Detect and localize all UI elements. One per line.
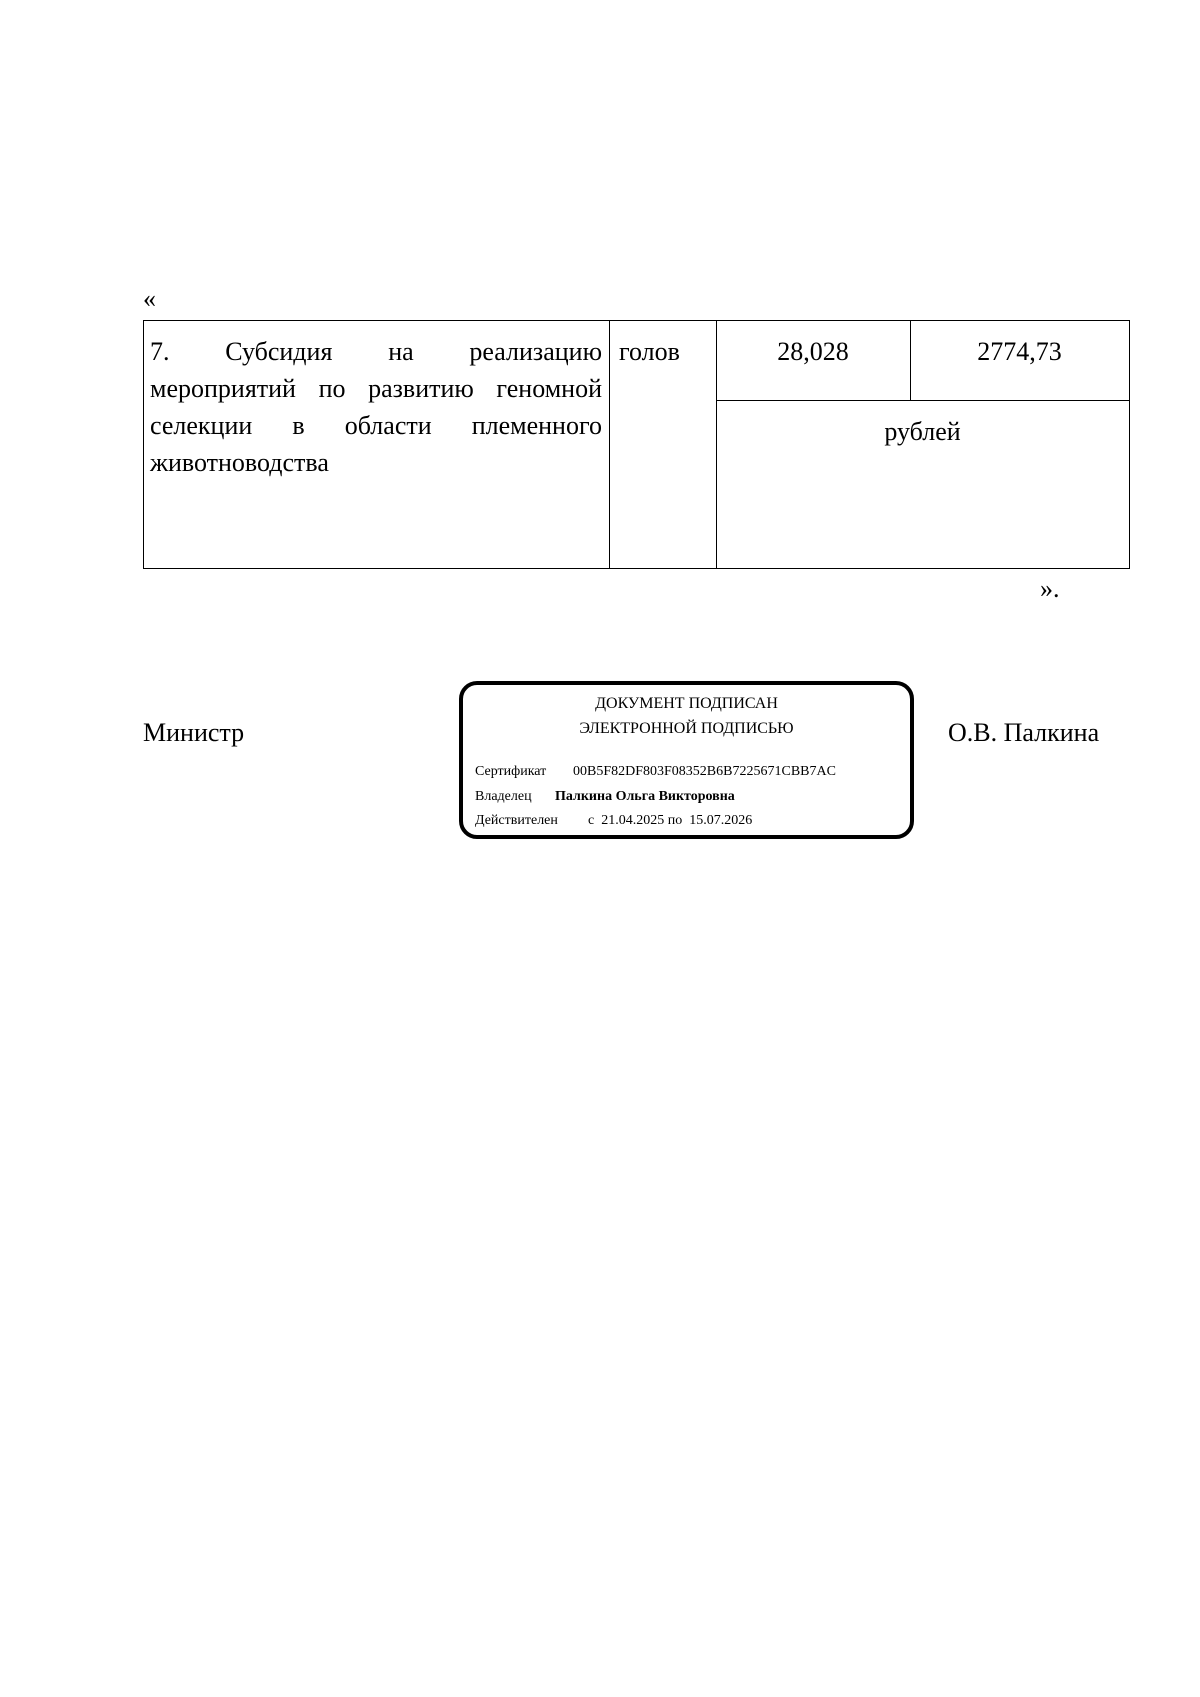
signer-name: О.В. Палкина xyxy=(948,718,1100,747)
stamp-title-line1: ДОКУМЕНТ ПОДПИСАН xyxy=(595,695,778,712)
table-divider-1 xyxy=(609,321,610,568)
stamp-owner-value: Палкина Ольга Викторовна xyxy=(555,789,735,804)
table-divider-row xyxy=(716,400,1129,401)
table-value-1: 28,028 xyxy=(777,337,849,366)
stamp-certificate-value: 00B5F82DF803F08352B6B7225671CBB7AC xyxy=(573,764,836,779)
table-unit-text: голов xyxy=(619,337,680,366)
closing-quote: ». xyxy=(1040,574,1060,603)
stamp-owner-label: Владелец xyxy=(475,789,532,804)
opening-quote: « xyxy=(143,284,156,313)
stamp-title-line2: ЭЛЕКТРОННОЙ ПОДПИСЬЮ xyxy=(579,720,794,737)
stamp-valid-label: Действителен xyxy=(475,813,558,828)
stamp-valid-row xyxy=(475,814,752,828)
electronic-signature-stamp xyxy=(459,681,914,839)
table-value-2: 2774,73 xyxy=(977,337,1062,366)
table-item-text: 7. Субсидия на реализацию мероприятий по развитию геномной селекции в области племенного животноводства xyxy=(150,337,602,477)
table-value-unit: рублей xyxy=(884,417,961,446)
stamp-owner-row xyxy=(475,790,735,804)
signer-position: Министр xyxy=(143,718,245,747)
subsidy-table xyxy=(143,320,1130,569)
stamp-valid-value: с 21.04.2025 по 15.07.2026 xyxy=(588,813,753,828)
stamp-certificate-row xyxy=(475,765,836,779)
stamp-certificate-label: Сертификат xyxy=(475,764,547,779)
